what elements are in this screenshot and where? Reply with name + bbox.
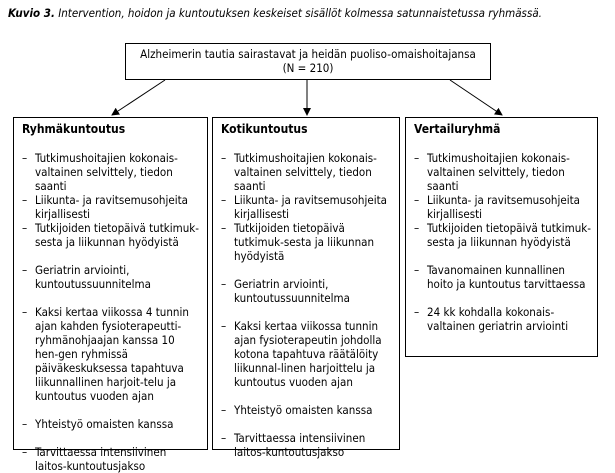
list-item: – Liikunta- ja ravitsemusohjeita kirjallisesti xyxy=(414,193,591,221)
list-item: – Kaksi kertaa viikossa tunnin ajan fysioterapeutin johdolla kotona tapahtuva räätälöity liikunnal-linen harjoittelu ja kuntoutus vuoden ajan xyxy=(221,319,393,389)
list-item: – Liikunta- ja ravitsemusohjeita kirjallisesti xyxy=(22,193,201,221)
list-item: – Tutkimushoitajien kokonais-valtainen selvittely, tiedon saanti xyxy=(414,151,591,193)
list-item: – Tutkijoiden tietopäivä tutkimuk-sesta ja liikunnan hyödyistä xyxy=(221,221,393,263)
list-item: – Tutkijoiden tietopäivä tutkimuk-sesta ja liikunnan hyödyistä xyxy=(22,221,201,249)
list-item: – Tutkimushoitajien kokonais-valtainen selvittely, tiedon saanti xyxy=(22,151,201,193)
group-3-title: Vertailuryhmä xyxy=(414,122,501,136)
list-item: – Tavanomainen kunnallinen hoito ja kuntoutus tarvittaessa xyxy=(414,263,591,291)
group-box-3 xyxy=(405,117,598,357)
list-item: – Tutkimushoitajien kokonais-valtainen selvittely, tiedon saanti xyxy=(221,151,393,193)
list-item: – Tarvittaessa intensiivinen laitos-kuntoutusjakso xyxy=(22,445,201,473)
figure-title: Intervention, hoidon ja kuntoutuksen keskeiset sisällöt kolmessa satunnaistetussa ryhmässä. xyxy=(58,6,542,20)
list-item: – Tutkijoiden tietopäivä tutkimuk-sesta ja liikunnan hyödyistä xyxy=(414,221,591,249)
figure-label: Kuvio 3. xyxy=(8,6,55,20)
list-item: – Tarvittaessa intensiivinen laitos-kuntoutusjakso xyxy=(221,431,393,459)
list-item: – Yhteistyö omaisten kanssa xyxy=(221,403,393,417)
list-item: – Geriatrin arviointi, kuntoutussuunnitelma xyxy=(221,277,393,305)
group-2-title: Kotikuntoutus xyxy=(221,122,308,136)
arrow-to-group-1 xyxy=(112,80,165,115)
list-item: – 24 kk kohdalla kokonais-valtainen geriatrin arviointi xyxy=(414,305,591,333)
group-3-list xyxy=(414,151,591,333)
list-item: – Liikunta- ja ravitsemusohjeita kirjallisesti xyxy=(221,193,393,221)
population-title: Alzheimerin tautia sairastavat ja heidän puoliso-omaishoitajansa xyxy=(140,47,476,61)
list-item: – Yhteistyö omaisten kanssa xyxy=(22,417,201,431)
group-1-title: Ryhmäkuntoutus xyxy=(22,122,126,136)
group-box-2 xyxy=(212,117,400,459)
group-box-1 xyxy=(13,117,208,473)
group-2-list xyxy=(221,151,393,459)
arrow-to-group-3 xyxy=(450,80,502,115)
list-item: – Geriatrin arviointi, kuntoutussuunnitelma xyxy=(22,263,201,291)
population-count: (N = 210) xyxy=(282,61,334,75)
list-item: – Kaksi kertaa viikossa 4 tunnin ajan kahden fysioterapeutti-ryhmänohjaajan kanssa 10 hen-gen ryhmissä päiväkeskuksessa tapahtuva liikunnallinen harjoit-telu ja kuntoutus vuoden ajan xyxy=(22,305,201,403)
group-1-list xyxy=(22,151,201,473)
